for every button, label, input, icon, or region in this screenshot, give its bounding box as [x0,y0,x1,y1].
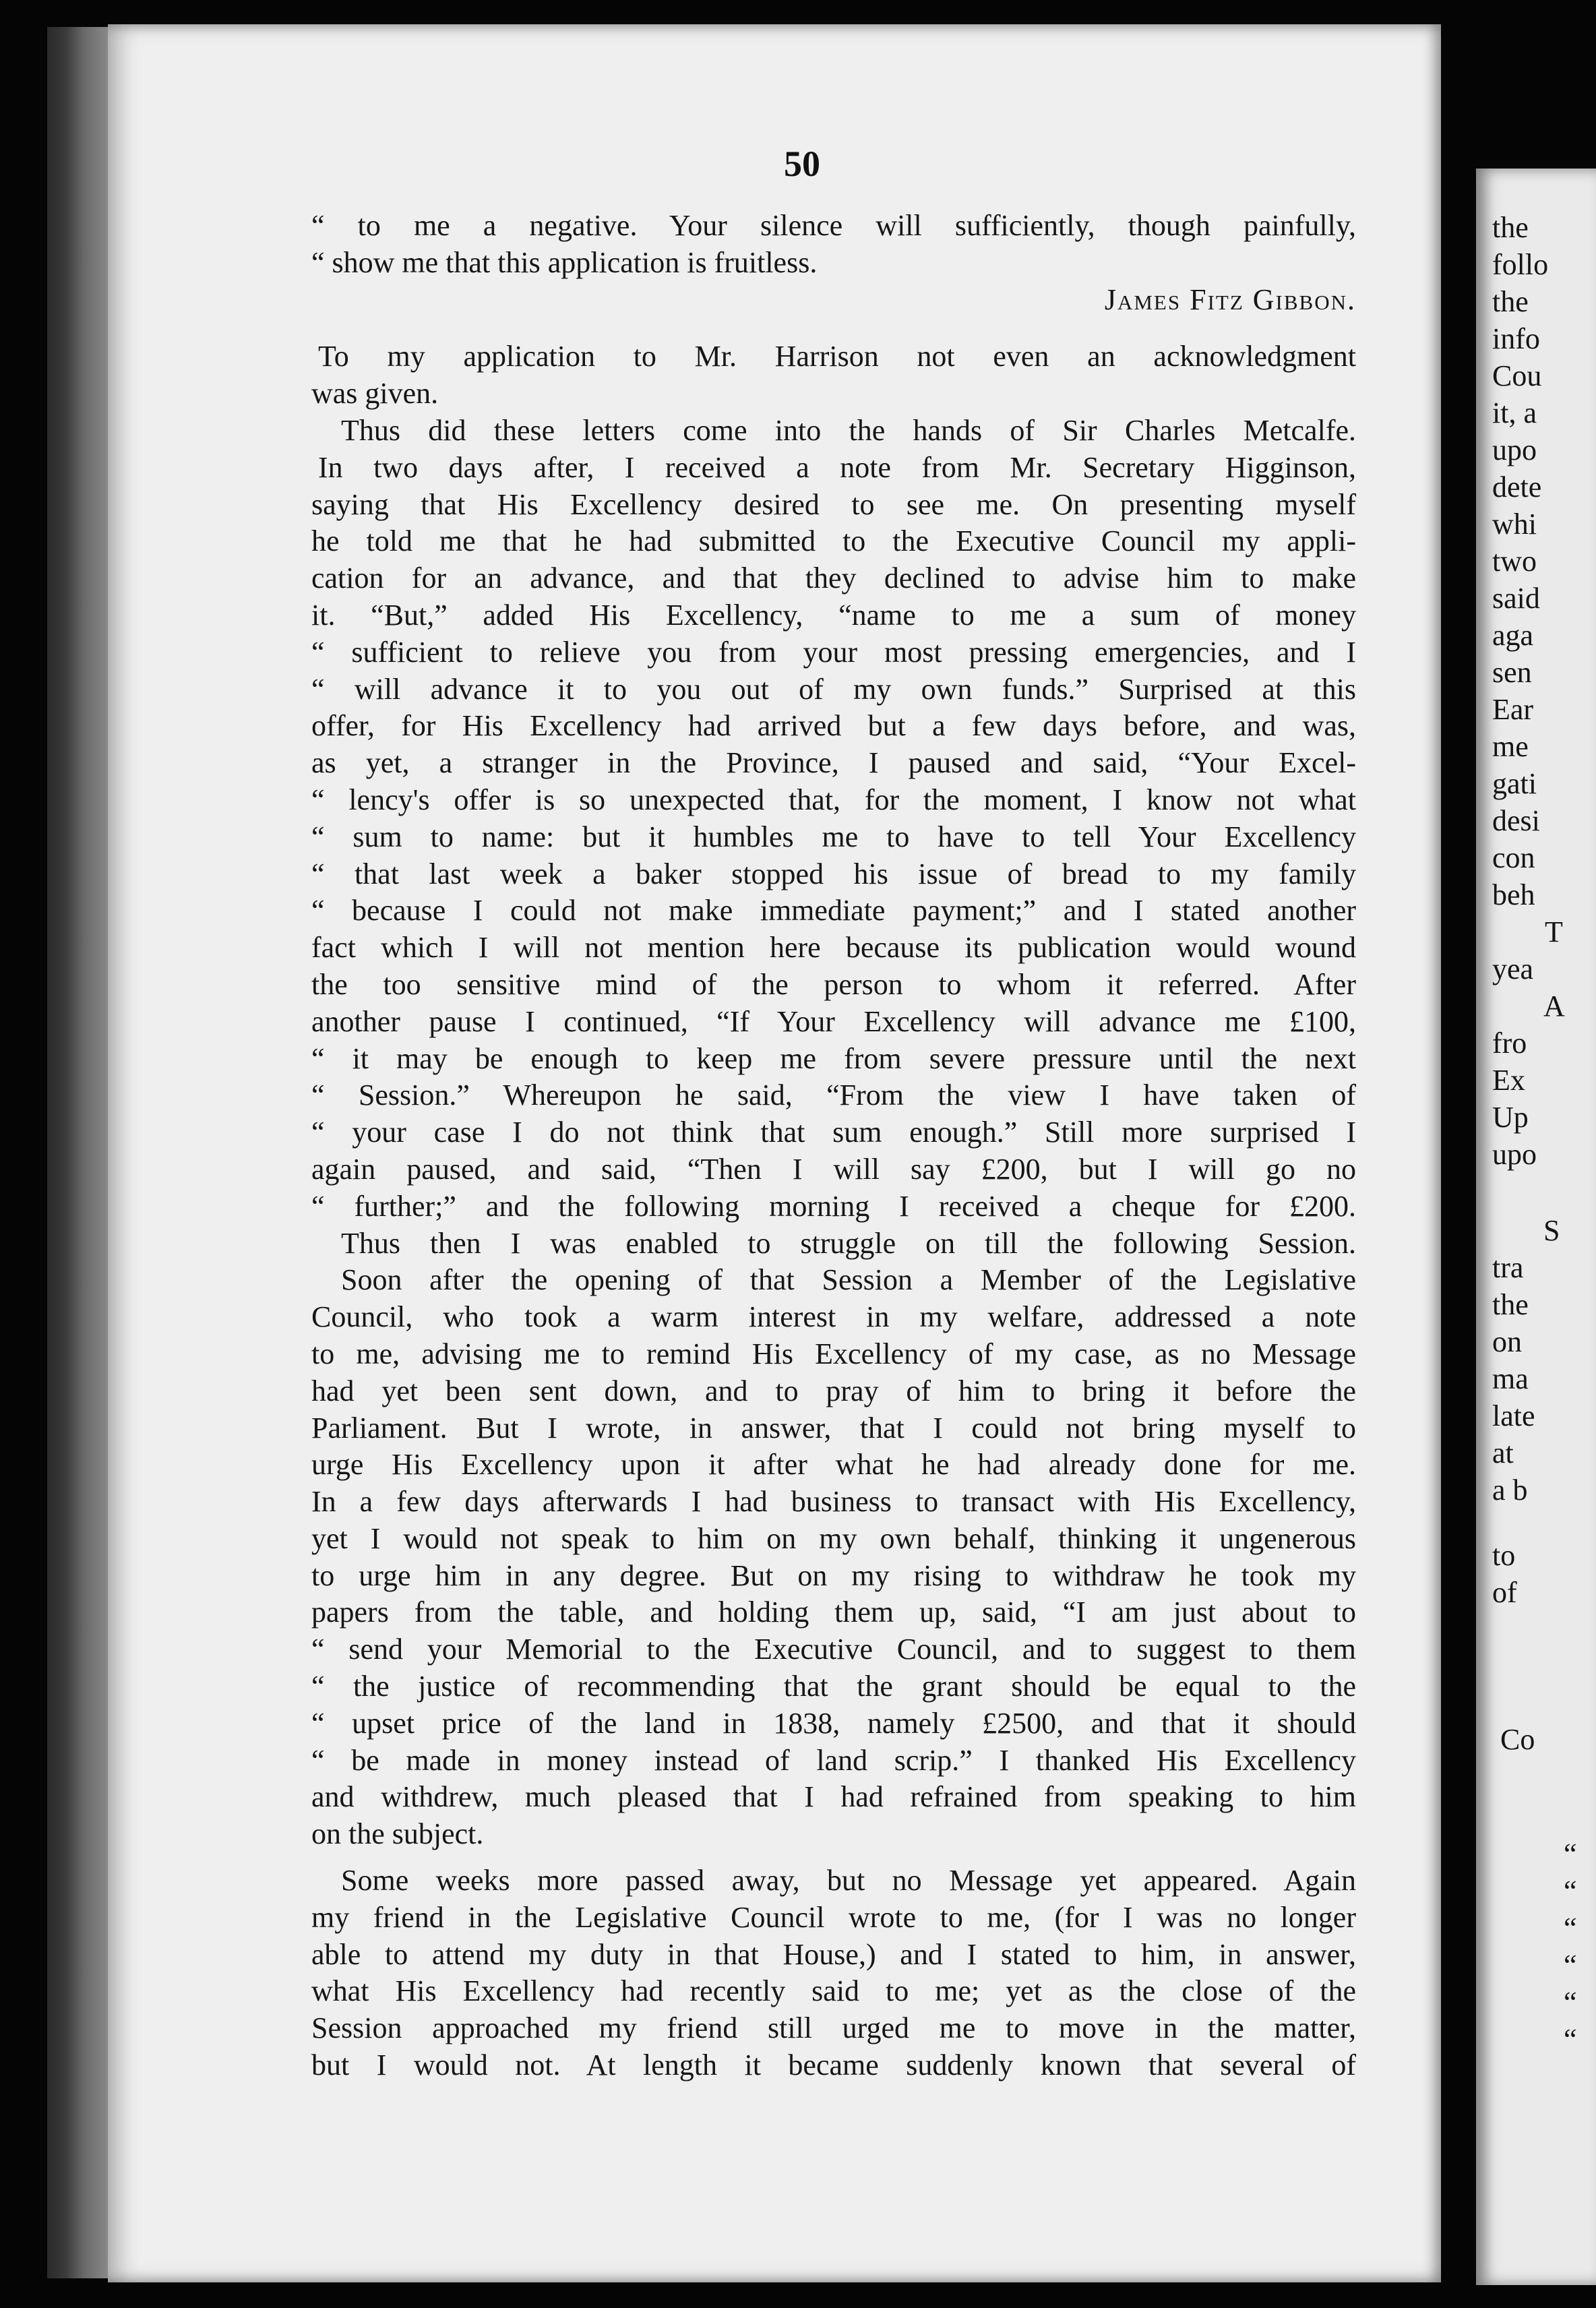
facing-page-quote-mark: “ [1564,1875,1577,1908]
text-line: as yet, a stranger in the Province, I paused and said, “Your Excel- [311,746,1356,780]
text-line: “ upset price of the land in 1838, namely £2500, and that it should [311,1706,1356,1740]
facing-page-fragment: on [1492,1325,1522,1358]
facing-page-fragment: upo [1492,433,1537,466]
facing-page-fragment: tra [1492,1251,1524,1284]
facing-page-fragment: the [1492,1288,1529,1321]
text-line: the too sensitive mind of the person to whom it referred. After [311,967,1356,1001]
facing-page-fragment: two [1492,545,1537,578]
facing-page-fragment: a b [1492,1474,1528,1507]
text-line: To my application to Mr. Harrison not even an acknowledgment [318,340,1356,373]
text-line: saying that His Excellency desired to see me. On presenting myself [311,487,1356,521]
facing-page-fragment: yea [1492,952,1534,985]
text-line: able to attend my duty in that House,) and I stated to him, in answer, [311,1937,1356,1971]
facing-page-fragment: desi [1492,804,1540,837]
facing-page-fragment: A [1543,990,1565,1023]
text-line: “ Session.” Whereupon he said, “From the view I have taken of [311,1079,1356,1112]
text-line: “ be made in money instead of land scrip.” I thanked His Excellency [311,1743,1356,1777]
text-line: Parliament. But I wrote, in answer, that I could not bring myself to [311,1411,1356,1445]
text-line: “ further;” and the following morning I received a cheque for £200. [311,1189,1356,1223]
text-line: to urge him in any degree. But on my rising to withdraw he took my [311,1558,1356,1592]
facing-page-fragment: info [1492,322,1540,355]
text-line: another pause I continued, “If Your Excellency will advance me £100, [311,1004,1356,1038]
text-line: what His Excellency had recently said to me; yet as the close of the [311,1974,1356,2008]
page-number: 50 [784,144,820,184]
text-line: and withdrew, much pleased that I had refrained from speaking to him [311,1780,1356,1814]
facing-page-fragment: con [1492,841,1535,874]
facing-page-fragment: follo [1492,248,1549,281]
text-line: had yet been sent down, and to pray of him to bring it before the [311,1374,1356,1407]
facing-page-fragment: aga [1492,619,1534,652]
facing-page-fragment: Co [1500,1723,1535,1756]
facing-page-fragment: Ear [1492,693,1534,726]
text-line: urge His Excellency upon it after what he had already done for me. [311,1448,1356,1482]
text-line: it. “But,” added His Excellency, “name to me a sum of money [311,598,1356,632]
facing-page-fragment: Cou [1492,359,1542,392]
text-line: “ will advance it to you out of my own funds.” Surprised at this [311,672,1356,706]
text-line: “ it may be enough to keep me from severe pressure until the next [311,1041,1356,1075]
text-line: to me, advising me to remind His Excellency of my case, as no Message [311,1337,1356,1370]
text-line: “ your case I do not think that sum enough.” Still more surprised I [311,1116,1356,1149]
text-line: again paused, and said, “Then I will say £200, but I will go no [311,1152,1356,1186]
facing-page-fragment: Ex [1492,1064,1525,1097]
text-line: yet I would not speak to him on my own behalf, thinking it ungenerous [311,1521,1356,1555]
facing-page-fragment: late [1492,1399,1535,1432]
facing-page-quote-mark: “ [1564,1949,1577,1982]
facing-page-fragment: ma [1492,1362,1529,1395]
signature-line: James Fitz Gibbon. [1104,282,1356,316]
facing-page-fragment: the [1492,285,1529,318]
facing-page-fragment: upo [1492,1138,1537,1171]
facing-page-fragment: S [1543,1214,1560,1247]
text-line: “ the justice of recommending that the grant should be equal to the [311,1670,1356,1703]
facing-page-fragment: said [1492,582,1540,615]
facing-page-fragment: to [1492,1539,1516,1572]
text-line: “ send your Memorial to the Executive Council, and to suggest to them [311,1633,1356,1666]
facing-page-fragment: it, a [1492,396,1537,429]
text-line: but I would not. At length it became suddenly known that several of [311,2048,1356,2082]
text-line: Some weeks more passed away, but no Message yet appeared. Again [341,1864,1356,1897]
text-line: “ to me a negative. Your silence will sufficiently, though painfully, [311,209,1356,242]
facing-page-fragment: Up [1492,1101,1529,1134]
text-line: “ that last week a baker stopped his issue of bread to my family [311,857,1356,890]
text-line: “ because I could not make immediate payment;” and I stated another [311,894,1356,928]
book-spine-edge [47,27,109,2278]
text-line: Thus then I was enabled to struggle on till the following Session. [341,1226,1356,1260]
facing-page-quote-mark: “ [1564,1912,1577,1945]
facing-page-fragment: fro [1492,1027,1527,1060]
facing-page-quote-mark: “ [1564,2023,1577,2056]
text-line: papers from the table, and holding them up, said, “I am just about to [311,1596,1356,1629]
facing-page-fragment: whi [1492,508,1537,541]
facing-page-fragment: T [1545,915,1563,948]
text-line: he told me that he had submitted to the Executive Council my appli- [311,524,1356,558]
text-line: “ sum to name: but it humbles me to have to tell Your Excellency [311,820,1356,853]
text-line: was given. [311,377,439,411]
text-line: Council, who took a warm interest in my welfare, addressed a note [311,1300,1356,1334]
facing-page-fragment: of [1492,1576,1517,1609]
text-line: “ sufficient to relieve you from your most pressing emergencies, and I [311,635,1356,669]
text-line: In two days after, I received a note from Mr. Secretary Higginson, [318,450,1356,484]
text-line: Soon after the opening of that Session a Member of the Legislative [341,1263,1356,1297]
text-line: Session approached my friend still urged me to move in the matter, [311,2011,1356,2045]
text-line: on the subject. [311,1817,484,1851]
facing-page-fragment: dete [1492,470,1542,504]
text-line: offer, for His Excellency had arrived but a few days before, and was, [311,709,1356,743]
facing-page-quote-mark: “ [1564,1838,1577,1871]
text-line: “ show me that this application is fruitless. [311,245,818,279]
facing-page-fragment: gati [1492,767,1537,800]
text-line: my friend in the Legislative Council wrote to me, (for I was no longer [311,1900,1356,1934]
facing-page-quote-mark: “ [1564,1986,1577,2019]
body-text [311,208,1356,2084]
text-line: cation for an advance, and that they declined to advise him to make [311,561,1356,595]
text-line: fact which I will not mention here because its publication would wound [311,931,1356,965]
text-line: In a few days afterwards I had business to transact with His Excellency, [311,1485,1356,1519]
facing-page-fragment: the [1492,211,1529,244]
facing-page-fragment: me [1492,730,1529,763]
text-line: Thus did these letters come into the hands of Sir Charles Metcalfe. [341,413,1356,447]
facing-page-fragment: beh [1492,878,1535,911]
text-line: “ lency's offer is so unexpected that, for the moment, I know not what [311,783,1356,816]
facing-page-fragment: at [1492,1436,1514,1469]
facing-page-fragment: sen [1492,656,1532,689]
